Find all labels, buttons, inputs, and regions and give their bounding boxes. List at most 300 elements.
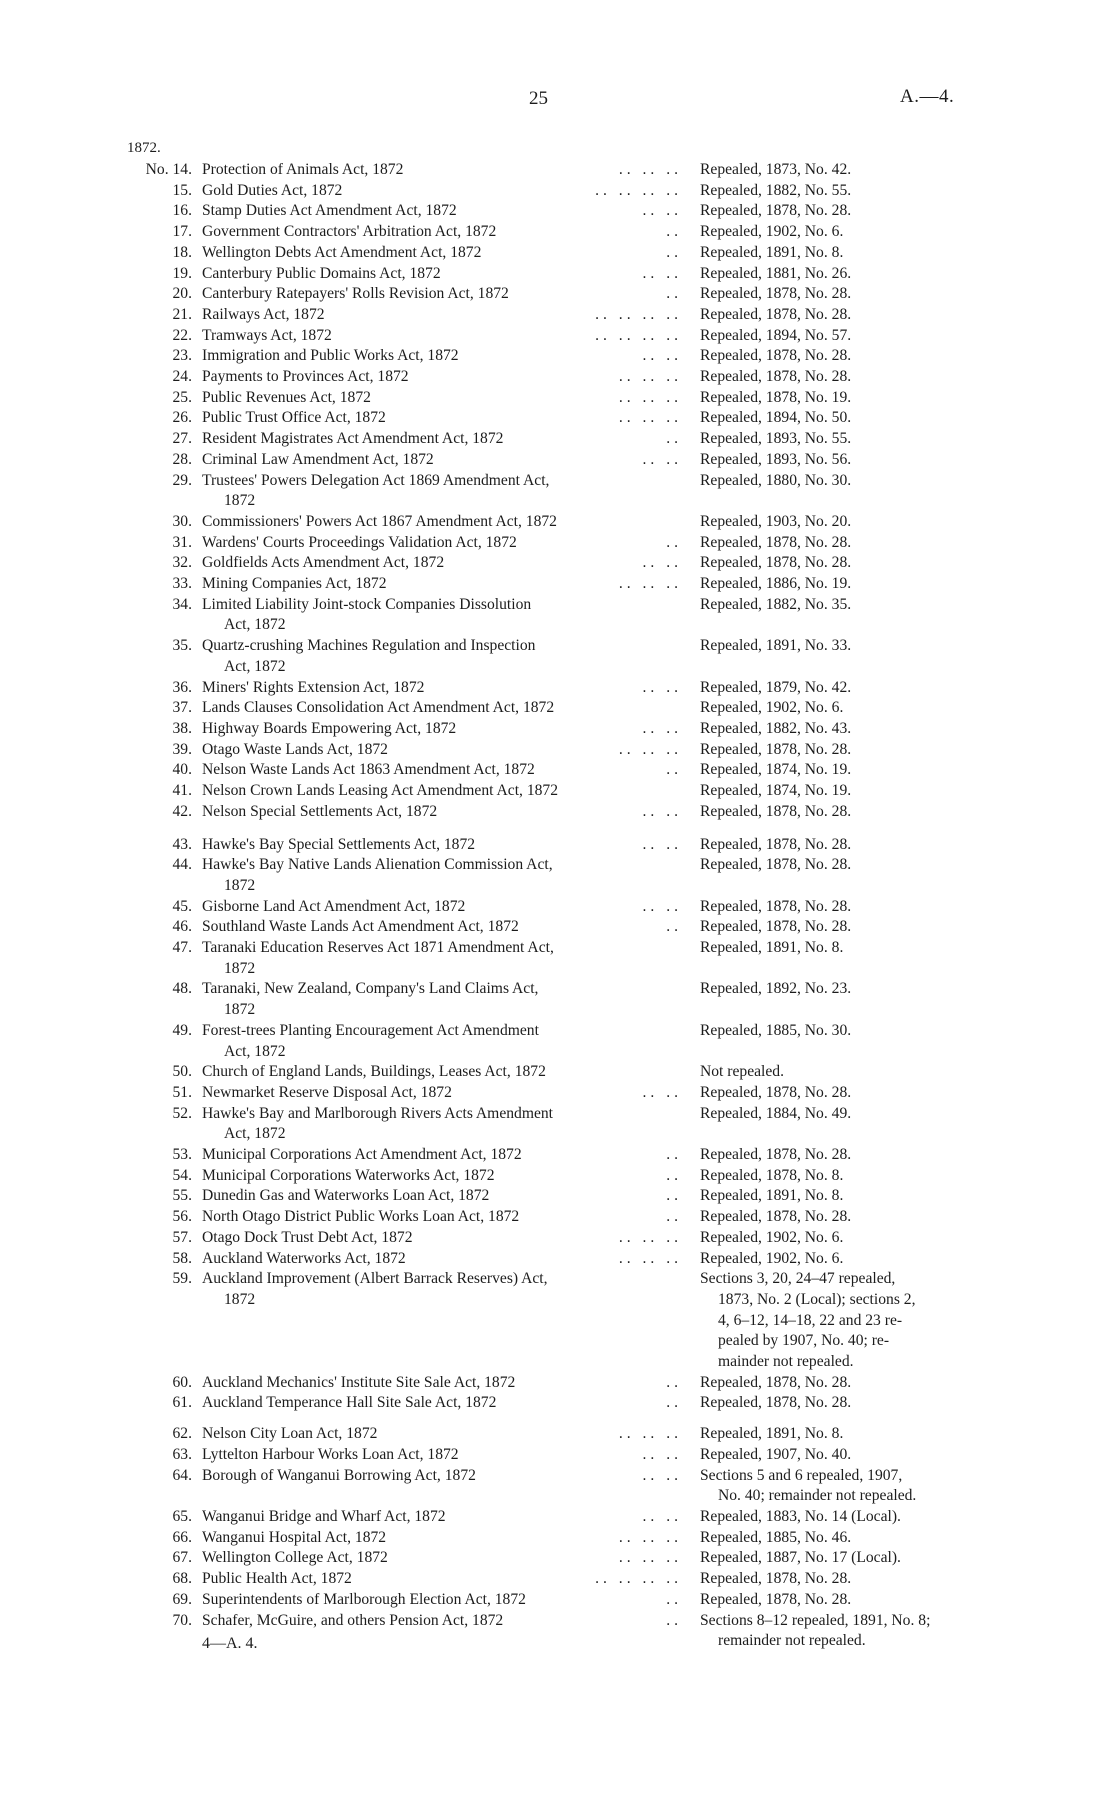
act-title-line	[202, 1062, 682, 1083]
act-title-text: Act, 1872	[224, 1125, 286, 1143]
act-number: 31.	[172, 533, 192, 551]
dot-leader: .. .. ..	[618, 1549, 682, 1567]
repeal-status	[700, 802, 1002, 823]
act-title-line	[202, 1590, 682, 1611]
act-number: 37.	[172, 699, 192, 717]
table-row	[110, 595, 990, 636]
paper-reference: A.—4.	[900, 86, 955, 107]
repeal-status-line: Repealed, 1893, No. 55.	[700, 430, 852, 448]
act-title-line	[202, 429, 682, 450]
dot-leader: .. ..	[642, 264, 682, 282]
table-row	[110, 1166, 990, 1187]
table-row	[110, 917, 990, 938]
repeal-status-line: Repealed, 1887, No. 17 (Local).	[700, 1549, 901, 1567]
act-title-text: Act, 1872	[224, 1042, 286, 1060]
repeal-status-line: Repealed, 1878, No. 28.	[700, 1570, 852, 1588]
act-title	[202, 938, 682, 979]
act-title-line	[202, 1290, 682, 1311]
act-title-line	[202, 1042, 682, 1063]
act-number: 26.	[172, 409, 192, 427]
act-number: 29.	[172, 471, 192, 489]
act-title-text: Commissioners' Powers Act 1867 Amendment Act, 1872	[202, 512, 557, 530]
act-title-text: Public Revenues Act, 1872	[202, 388, 371, 406]
act-number: 58.	[172, 1249, 192, 1267]
repeal-status-line: Repealed, 1902, No. 6.	[700, 1249, 844, 1267]
dot-leader: .. ..	[642, 347, 682, 365]
table-row	[110, 222, 990, 243]
table-row	[110, 1186, 990, 1207]
repeal-status	[700, 1507, 1002, 1528]
act-title-line	[202, 264, 682, 285]
act-title-line	[202, 305, 682, 326]
dot-leader: .. .. ..	[618, 388, 682, 406]
act-title-text: Trustees' Powers Delegation Act 1869 Amendment Act,	[202, 471, 550, 489]
dot-leader: .. ..	[642, 1466, 682, 1484]
act-number: 64.	[172, 1466, 192, 1484]
act-title-text: Otago Dock Trust Debt Act, 1872	[202, 1228, 413, 1246]
act-number: 45.	[172, 897, 192, 915]
act-title	[202, 1611, 682, 1632]
dot-leader: ..	[666, 285, 682, 303]
act-title	[202, 222, 682, 243]
act-title-line	[202, 1083, 682, 1104]
act-title	[202, 471, 682, 512]
act-title-text: Nelson City Loan Act, 1872	[202, 1425, 378, 1443]
table-row	[110, 264, 990, 285]
act-number: 60.	[172, 1373, 192, 1391]
act-title-text: 1872	[224, 1001, 256, 1019]
table-row	[110, 1393, 990, 1414]
act-number: 28.	[172, 450, 192, 468]
act-title	[202, 201, 682, 222]
table-row	[110, 678, 990, 699]
repeal-status-line: Repealed, 1878, No. 28.	[700, 740, 852, 758]
act-number: 61.	[172, 1394, 192, 1412]
repeal-status	[700, 979, 1002, 1000]
act-title-line	[202, 595, 682, 616]
act-title	[202, 917, 682, 938]
dot-leader: .. .. ..	[618, 161, 682, 178]
act-title-text: Nelson Waste Lands Act 1863 Amendment Act, 1872	[202, 761, 535, 779]
act-title	[202, 698, 682, 719]
act-title-line	[202, 698, 682, 719]
dot-leader: .. .. ..	[618, 409, 682, 427]
act-title	[202, 1393, 682, 1414]
act-title-line	[202, 615, 682, 636]
act-number: 53.	[172, 1146, 192, 1164]
dot-leader: .. ..	[642, 802, 682, 820]
repeal-status	[700, 574, 1002, 595]
dot-leader: ..	[666, 430, 682, 448]
act-number: 54.	[172, 1166, 192, 1184]
act-title-text: North Otago District Public Works Loan Act, 1872	[202, 1208, 520, 1226]
act-title-line	[202, 1207, 682, 1228]
act-title-line	[202, 450, 682, 471]
act-title-line	[202, 1186, 682, 1207]
act-title-text: Hawke's Bay and Marlborough Rivers Acts Amendment	[202, 1104, 554, 1122]
act-title	[202, 1228, 682, 1249]
act-title-text: Hawke's Bay Native Lands Alienation Commission Act,	[202, 856, 553, 874]
act-title-text: Newmarket Reserve Disposal Act, 1872	[202, 1083, 452, 1101]
act-title-text: Wardens' Courts Proceedings Validation Act, 1872	[202, 533, 517, 551]
repeal-status	[700, 678, 1002, 699]
table-row	[110, 1373, 990, 1394]
act-title-text: Highway Boards Empowering Act, 1872	[202, 719, 457, 737]
repeal-status	[700, 938, 1002, 959]
dot-leader: .. ..	[642, 835, 682, 853]
act-title	[202, 802, 682, 823]
act-title-line	[202, 1466, 682, 1487]
repeal-status-line: Repealed, 1878, No. 28.	[700, 1208, 852, 1226]
repeal-status-line: Repealed, 1878, No. 28.	[700, 368, 852, 386]
act-title-text: Canterbury Ratepayers' Rolls Revision Act, 1872	[202, 285, 509, 303]
acts-table	[110, 160, 990, 1652]
repeal-status	[700, 1528, 1002, 1549]
act-title-text: Wellington Debts Act Amendment Act, 1872	[202, 243, 482, 261]
act-title-text: Church of England Lands, Buildings, Leases Act, 1872	[202, 1063, 546, 1081]
act-title-line	[202, 781, 682, 802]
act-number: 36.	[172, 678, 192, 696]
act-number: 27.	[172, 430, 192, 448]
act-number: 59.	[172, 1270, 192, 1288]
act-title-line	[202, 1611, 682, 1632]
table-row	[110, 512, 990, 533]
repeal-status	[700, 835, 1002, 856]
repeal-status-line: Repealed, 1878, No. 28.	[700, 554, 852, 572]
repeal-status-line: Repealed, 1878, No. 28.	[700, 918, 852, 936]
repeal-status-line: Repealed, 1878, No. 28.	[700, 1373, 852, 1391]
table-row	[110, 388, 990, 409]
repeal-status-line: Repealed, 1878, No. 28.	[700, 202, 852, 220]
act-number: 49.	[172, 1021, 192, 1039]
table-row	[110, 1104, 990, 1145]
act-number: 17.	[172, 223, 192, 241]
repeal-status-line: Repealed, 1878, No. 19.	[700, 388, 852, 406]
act-title-line	[202, 326, 682, 347]
repeal-status	[700, 719, 1002, 740]
act-number: 24.	[172, 368, 192, 386]
repeal-status-line: Sections 5 and 6 repealed, 1907,	[700, 1466, 903, 1484]
act-title	[202, 305, 682, 326]
table-row	[110, 574, 990, 595]
table-row	[110, 1590, 990, 1611]
act-title	[202, 595, 682, 636]
repeal-status	[700, 533, 1002, 554]
act-title-text: Gold Duties Act, 1872	[202, 181, 343, 199]
act-title-line	[202, 740, 682, 761]
dot-leader: .. .. ..	[618, 368, 682, 386]
table-row	[110, 326, 990, 347]
repeal-status	[700, 917, 1002, 938]
act-title	[202, 1104, 682, 1145]
repeal-status	[700, 264, 1002, 285]
act-title	[202, 1528, 682, 1549]
act-title	[202, 740, 682, 761]
repeal-status-line: Repealed, 1891, No. 8.	[700, 1425, 844, 1443]
repeal-status	[700, 388, 1002, 409]
table-row	[110, 305, 990, 326]
act-title-text: Resident Magistrates Act Amendment Act, 1872	[202, 430, 504, 448]
act-title-line	[202, 1445, 682, 1466]
repeal-status-line: Repealed, 1880, No. 30.	[700, 471, 852, 489]
repeal-status	[700, 1083, 1002, 1104]
repeal-status	[700, 367, 1002, 388]
repeal-status	[700, 305, 1002, 326]
dot-leader: .. ..	[642, 1508, 682, 1525]
act-number: No. 14.	[145, 161, 192, 178]
act-title-line	[202, 1569, 682, 1590]
act-title-line	[202, 917, 682, 938]
act-title-text: Goldfields Acts Amendment Act, 1872	[202, 554, 445, 572]
act-title-line	[202, 802, 682, 823]
table-row	[110, 835, 990, 856]
table-row	[110, 1466, 990, 1507]
table-row	[110, 855, 990, 896]
act-title	[202, 408, 682, 429]
repeal-status-line: Repealed, 1884, No. 49.	[700, 1104, 852, 1122]
act-title-line	[202, 897, 682, 918]
dot-leader: ..	[666, 1394, 682, 1412]
table-row	[110, 1528, 990, 1549]
act-title	[202, 181, 682, 202]
act-title-line	[202, 979, 682, 1000]
dot-leader: .. .. ..	[618, 1528, 682, 1546]
repeal-status	[700, 1062, 1002, 1083]
act-title-text: Schafer, McGuire, and others Pension Act, 1872	[202, 1611, 504, 1629]
act-title	[202, 388, 682, 409]
act-title	[202, 160, 682, 181]
act-title-text: Stamp Duties Act Amendment Act, 1872	[202, 202, 457, 220]
act-title-text: Wellington College Act, 1872	[202, 1549, 388, 1567]
dot-leader: ..	[666, 533, 682, 551]
act-title	[202, 1507, 682, 1528]
repeal-status	[700, 1548, 1002, 1569]
table-row	[110, 636, 990, 677]
act-number: 44.	[172, 856, 192, 874]
act-title-line	[202, 408, 682, 429]
act-title-line	[202, 512, 682, 533]
table-row	[110, 553, 990, 574]
table-row	[110, 719, 990, 740]
act-title-text: Dunedin Gas and Waterworks Loan Act, 1872	[202, 1187, 490, 1205]
repeal-status	[700, 326, 1002, 347]
act-number: 38.	[172, 719, 192, 737]
act-title-text: Wanganui Bridge and Wharf Act, 1872	[202, 1508, 446, 1525]
act-title-text: Protection of Animals Act, 1872	[202, 161, 404, 178]
act-title	[202, 553, 682, 574]
act-title	[202, 678, 682, 699]
act-title-text: Borough of Wanganui Borrowing Act, 1872	[202, 1466, 476, 1484]
repeal-status	[700, 740, 1002, 761]
repeal-status	[700, 1249, 1002, 1270]
table-row	[110, 1269, 990, 1373]
act-number: 30.	[172, 512, 192, 530]
act-title-line	[202, 760, 682, 781]
act-title-text: Auckland Mechanics' Institute Site Sale Act, 1872	[202, 1373, 516, 1391]
table-row	[110, 367, 990, 388]
repeal-status	[700, 781, 1002, 802]
repeal-status	[700, 855, 1002, 876]
act-title-line	[202, 284, 682, 305]
act-number: 66.	[172, 1528, 192, 1546]
dot-leader: ..	[666, 1166, 682, 1184]
repeal-status-line: Repealed, 1878, No. 28.	[700, 285, 852, 303]
act-number: 23.	[172, 347, 192, 365]
table-row	[110, 1228, 990, 1249]
repeal-status-line: Sections 3, 20, 24–47 repealed,	[700, 1270, 896, 1288]
repeal-status	[700, 512, 1002, 533]
act-title	[202, 533, 682, 554]
repeal-status-line: Repealed, 1878, No. 28.	[700, 1083, 852, 1101]
repeal-status	[700, 595, 1002, 616]
act-title-text: Quartz-crushing Machines Regulation and Inspection	[202, 637, 536, 655]
act-title-line	[202, 1145, 682, 1166]
repeal-status	[700, 181, 1002, 202]
repeal-status-line: Repealed, 1885, No. 46.	[700, 1528, 852, 1546]
dot-leader: ..	[666, 1611, 682, 1629]
repeal-status-line: Repealed, 1878, No. 28.	[700, 533, 852, 551]
act-number: 41.	[172, 782, 192, 800]
repeal-status-line: Repealed, 1894, No. 57.	[700, 326, 852, 344]
dot-leader: ..	[666, 761, 682, 779]
repeal-status-line: Repealed, 1892, No. 23.	[700, 980, 852, 998]
page-number: 25	[529, 88, 548, 109]
dot-leader: ..	[666, 1208, 682, 1226]
repeal-status-line: Repealed, 1878, No. 28.	[700, 347, 852, 365]
act-number: 42.	[172, 802, 192, 820]
repeal-status	[700, 1590, 1002, 1611]
repeal-status	[700, 1424, 1002, 1445]
act-title-line	[202, 959, 682, 980]
act-title-text: 1872	[224, 1290, 256, 1308]
act-title-text: Lands Clauses Consolidation Act Amendment Act, 1872	[202, 699, 555, 717]
act-title-text: Superintendents of Marlborough Election Act, 1872	[202, 1590, 526, 1608]
repeal-status-line: Repealed, 1878, No. 28.	[700, 897, 852, 915]
act-title	[202, 897, 682, 918]
act-title-text: Payments to Provinces Act, 1872	[202, 368, 409, 386]
act-number: 39.	[172, 740, 192, 758]
repeal-status-line: Repealed, 1874, No. 19.	[700, 782, 852, 800]
footer-signature: 4—A. 4.	[202, 1635, 258, 1652]
act-number: 43.	[172, 835, 192, 853]
act-number: 63.	[172, 1445, 192, 1463]
act-title-line	[202, 1393, 682, 1414]
repeal-status	[700, 222, 1002, 243]
act-title	[202, 1166, 682, 1187]
table-row	[110, 346, 990, 367]
act-title-line	[202, 938, 682, 959]
act-number: 19.	[172, 264, 192, 282]
table-row	[110, 181, 990, 202]
act-title-line	[202, 719, 682, 740]
act-title-line	[202, 636, 682, 657]
act-title-line	[202, 222, 682, 243]
table-row	[110, 408, 990, 429]
act-title-line	[202, 876, 682, 897]
repeal-status	[700, 1393, 1002, 1414]
repeal-status	[700, 450, 1002, 471]
act-title-text: Hawke's Bay Special Settlements Act, 1872	[202, 835, 476, 853]
act-title-line	[202, 491, 682, 512]
act-title-line	[202, 388, 682, 409]
table-row	[110, 698, 990, 719]
dot-leader: .. .. .. ..	[595, 305, 682, 323]
act-title-line	[202, 657, 682, 678]
act-title-line	[202, 1166, 682, 1187]
act-title-text: Canterbury Public Domains Act, 1872	[202, 264, 441, 282]
repeal-status-line: Repealed, 1882, No. 55.	[700, 181, 852, 199]
repeal-status-line: Repealed, 1882, No. 35.	[700, 595, 852, 613]
act-title-text: Criminal Law Amendment Act, 1872	[202, 450, 434, 468]
act-title-line	[202, 243, 682, 264]
repeal-status-line: mainder not repealed.	[718, 1353, 854, 1371]
act-title-line	[202, 835, 682, 856]
act-number: 20.	[172, 285, 192, 303]
act-title-text: Public Trust Office Act, 1872	[202, 409, 386, 427]
act-title-line	[202, 1249, 682, 1270]
act-number: 33.	[172, 575, 192, 593]
repeal-status-line: Repealed, 1903, No. 20.	[700, 512, 852, 530]
repeal-status-line: No. 40; remainder not repealed.	[718, 1487, 917, 1505]
repeal-status-line: Repealed, 1891, No. 8.	[700, 243, 844, 261]
repeal-status-line: Repealed, 1902, No. 6.	[700, 1228, 844, 1246]
act-title-line	[202, 160, 682, 181]
act-title-line	[202, 1507, 682, 1528]
table-row	[110, 1424, 990, 1445]
act-title-text: Public Health Act, 1872	[202, 1570, 352, 1588]
dot-leader: ..	[666, 243, 682, 261]
act-title-line	[202, 1548, 682, 1569]
repeal-status-line: Repealed, 1891, No. 33.	[700, 637, 852, 655]
table-row	[110, 160, 990, 181]
table-row	[110, 1021, 990, 1062]
act-title-text: Act, 1872	[224, 616, 286, 634]
act-title-text: 1872	[224, 876, 256, 894]
repeal-status-line: Repealed, 1902, No. 6.	[700, 699, 844, 717]
act-title	[202, 512, 682, 533]
act-title	[202, 1083, 682, 1104]
table-row	[110, 1249, 990, 1270]
repeal-status	[700, 1373, 1002, 1394]
act-number: 46.	[172, 918, 192, 936]
repeal-status	[700, 471, 1002, 492]
table-row	[110, 781, 990, 802]
act-number: 62.	[172, 1425, 192, 1443]
act-number: 68.	[172, 1570, 192, 1588]
repeal-status	[700, 1611, 1002, 1652]
act-title	[202, 760, 682, 781]
repeal-status-line: Repealed, 1894, No. 50.	[700, 409, 852, 427]
repeal-status	[700, 1186, 1002, 1207]
repeal-status	[700, 408, 1002, 429]
repeal-status	[700, 1166, 1002, 1187]
table-row	[110, 1569, 990, 1590]
act-title-line	[202, 471, 682, 492]
repeal-status-line: Repealed, 1878, No. 28.	[700, 305, 852, 323]
dot-leader: .. .. ..	[618, 740, 682, 758]
repeal-status	[700, 1445, 1002, 1466]
table-row	[110, 1445, 990, 1466]
repeal-status	[700, 243, 1002, 264]
dot-leader: .. ..	[642, 719, 682, 737]
repeal-status-line: remainder not repealed.	[718, 1632, 866, 1650]
repeal-status	[700, 897, 1002, 918]
repeal-status	[700, 429, 1002, 450]
act-title-line	[202, 1104, 682, 1125]
repeal-status	[700, 1569, 1002, 1590]
dot-leader: .. .. .. ..	[595, 181, 682, 199]
act-title	[202, 1569, 682, 1590]
